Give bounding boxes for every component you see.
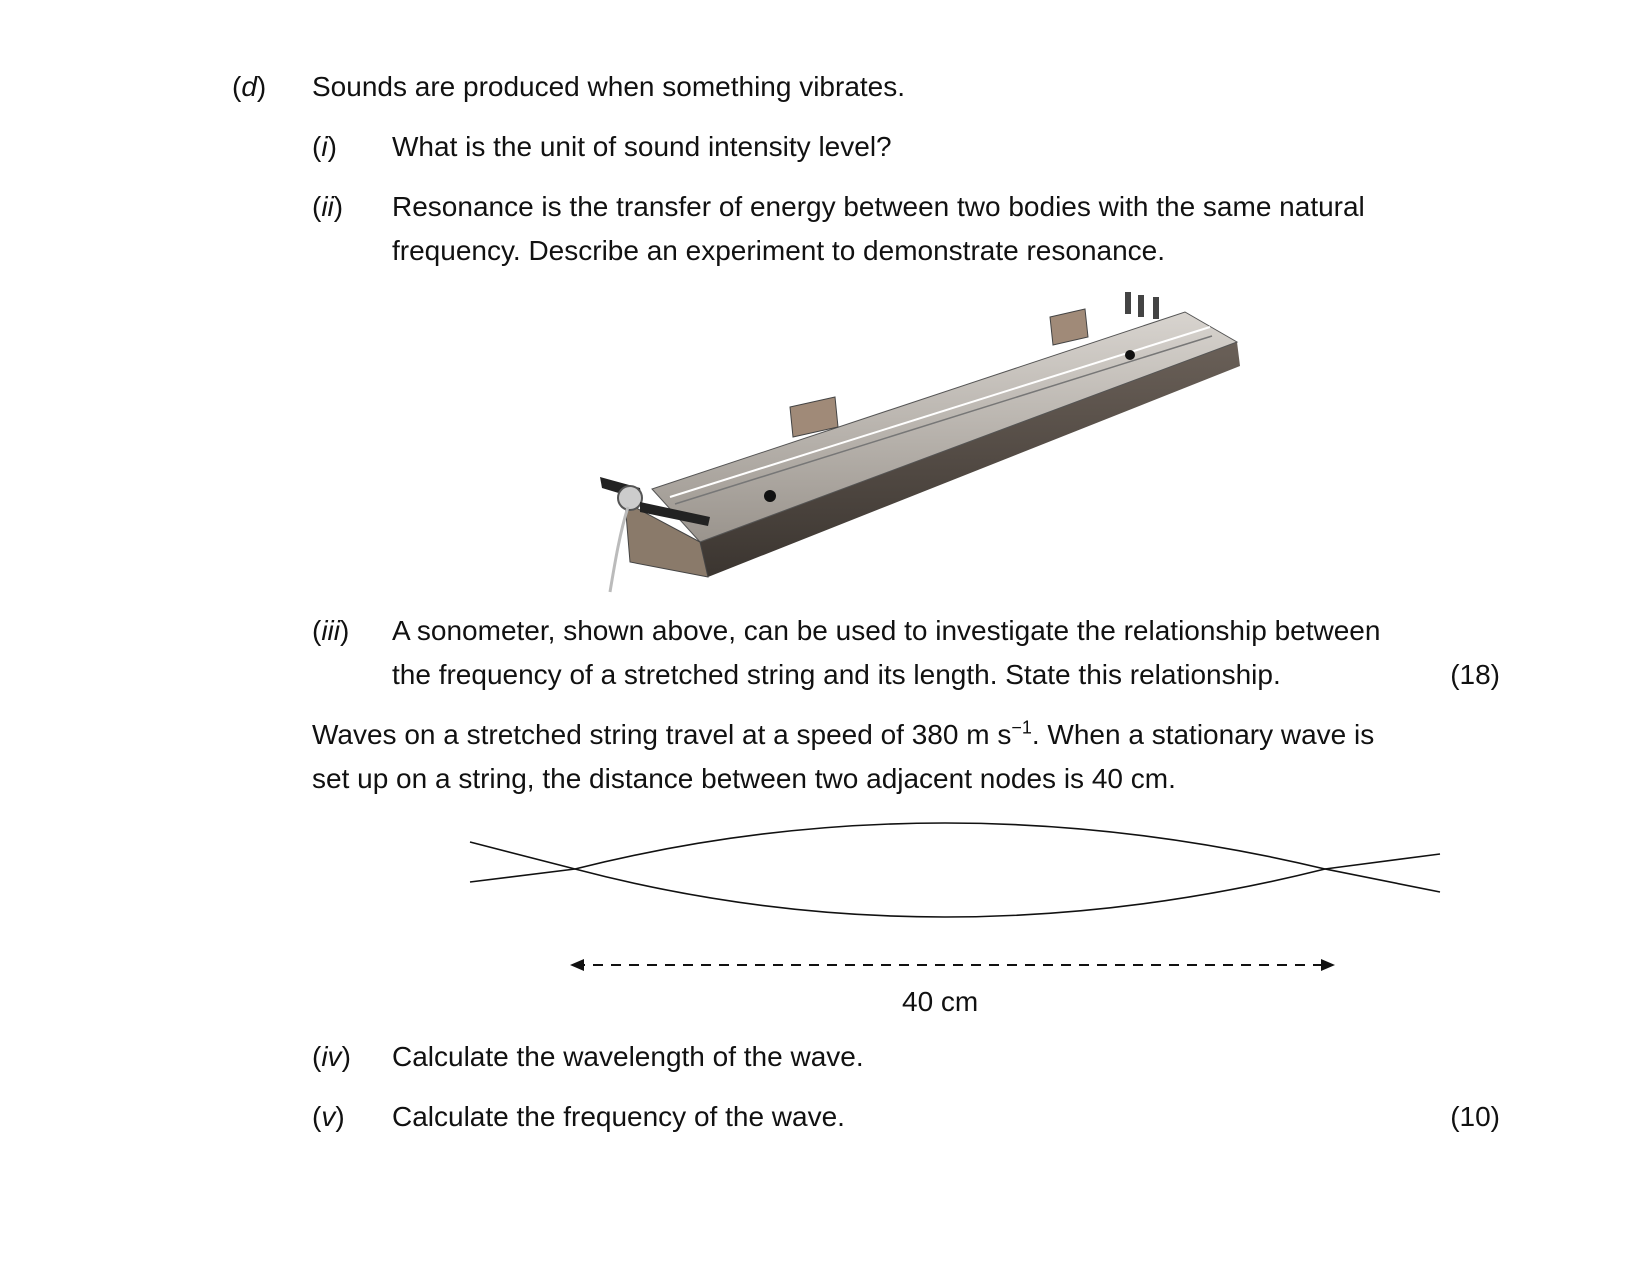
item-text-i: What is the unit of sound intensity level?: [392, 131, 892, 162]
distance-label: 40 cm: [902, 986, 979, 1017]
sound-hole-right: [1125, 350, 1135, 360]
item-text-v: Calculate the frequency of the wave.: [392, 1101, 845, 1132]
item-label-iv: (iv): [312, 1041, 351, 1072]
sound-hole-left: [764, 490, 776, 502]
peg-1: [1125, 292, 1131, 314]
wave-lower-curve: [470, 842, 1440, 917]
wave-upper-curve: [470, 823, 1440, 882]
item-text-ii-line2: frequency. Describe an experiment to demonstrate resonance.: [392, 235, 1166, 266]
part-letter: d: [241, 71, 257, 102]
item-label-ii: (ii): [312, 191, 344, 222]
pulley-wheel: [618, 486, 642, 510]
peg-3: [1153, 297, 1159, 319]
paren-open: (: [232, 71, 242, 102]
roman-v: v: [321, 1101, 336, 1132]
bridge-right: [1050, 309, 1088, 345]
waves-paragraph-line1: [312, 718, 1374, 752]
roman-ii: ii: [321, 191, 334, 222]
sonometer-figure: [600, 292, 1250, 604]
item-text-iv: Calculate the wavelength of the wave.: [392, 1041, 864, 1072]
speed-text-after: . When a stationary wave is: [1031, 719, 1375, 750]
item-text-iii-line1: A sonometer, shown above, can be used to investigate the relationship between: [392, 615, 1381, 646]
question-intro: Sounds are produced when something vibrates.: [312, 71, 906, 102]
item-label-v: (v): [312, 1101, 345, 1132]
roman-iii: iii: [321, 615, 340, 646]
roman-iv: iv: [321, 1041, 342, 1072]
speed-text: Waves on a stretched string travel at a speed of 380 m s: [312, 719, 1012, 750]
arrow-head-left: [570, 959, 584, 971]
item-label-i: (i): [312, 131, 337, 162]
item-text-ii-line1: Resonance is the transfer of energy between two bodies with the same natural: [392, 191, 1365, 222]
waves-paragraph-line2: set up on a string, the distance between two adjacent nodes is 40 cm.: [312, 763, 1176, 794]
peg-2: [1138, 295, 1144, 317]
roman-i: i: [321, 131, 328, 162]
item-text-iii-line2: the frequency of a stretched string and its length. State this relationship.: [392, 659, 1281, 690]
marks-10: (10): [1450, 1101, 1500, 1132]
item-label-iii: (iii): [312, 615, 350, 646]
arrow-head-right: [1321, 959, 1335, 971]
stationary-wave-diagram: [450, 812, 1460, 1002]
unit-superscript: −1: [1011, 717, 1032, 738]
hanging-cord: [610, 507, 628, 592]
paren-close: ): [256, 71, 267, 102]
marks-18: (18): [1450, 659, 1500, 690]
part-label: [232, 70, 266, 104]
